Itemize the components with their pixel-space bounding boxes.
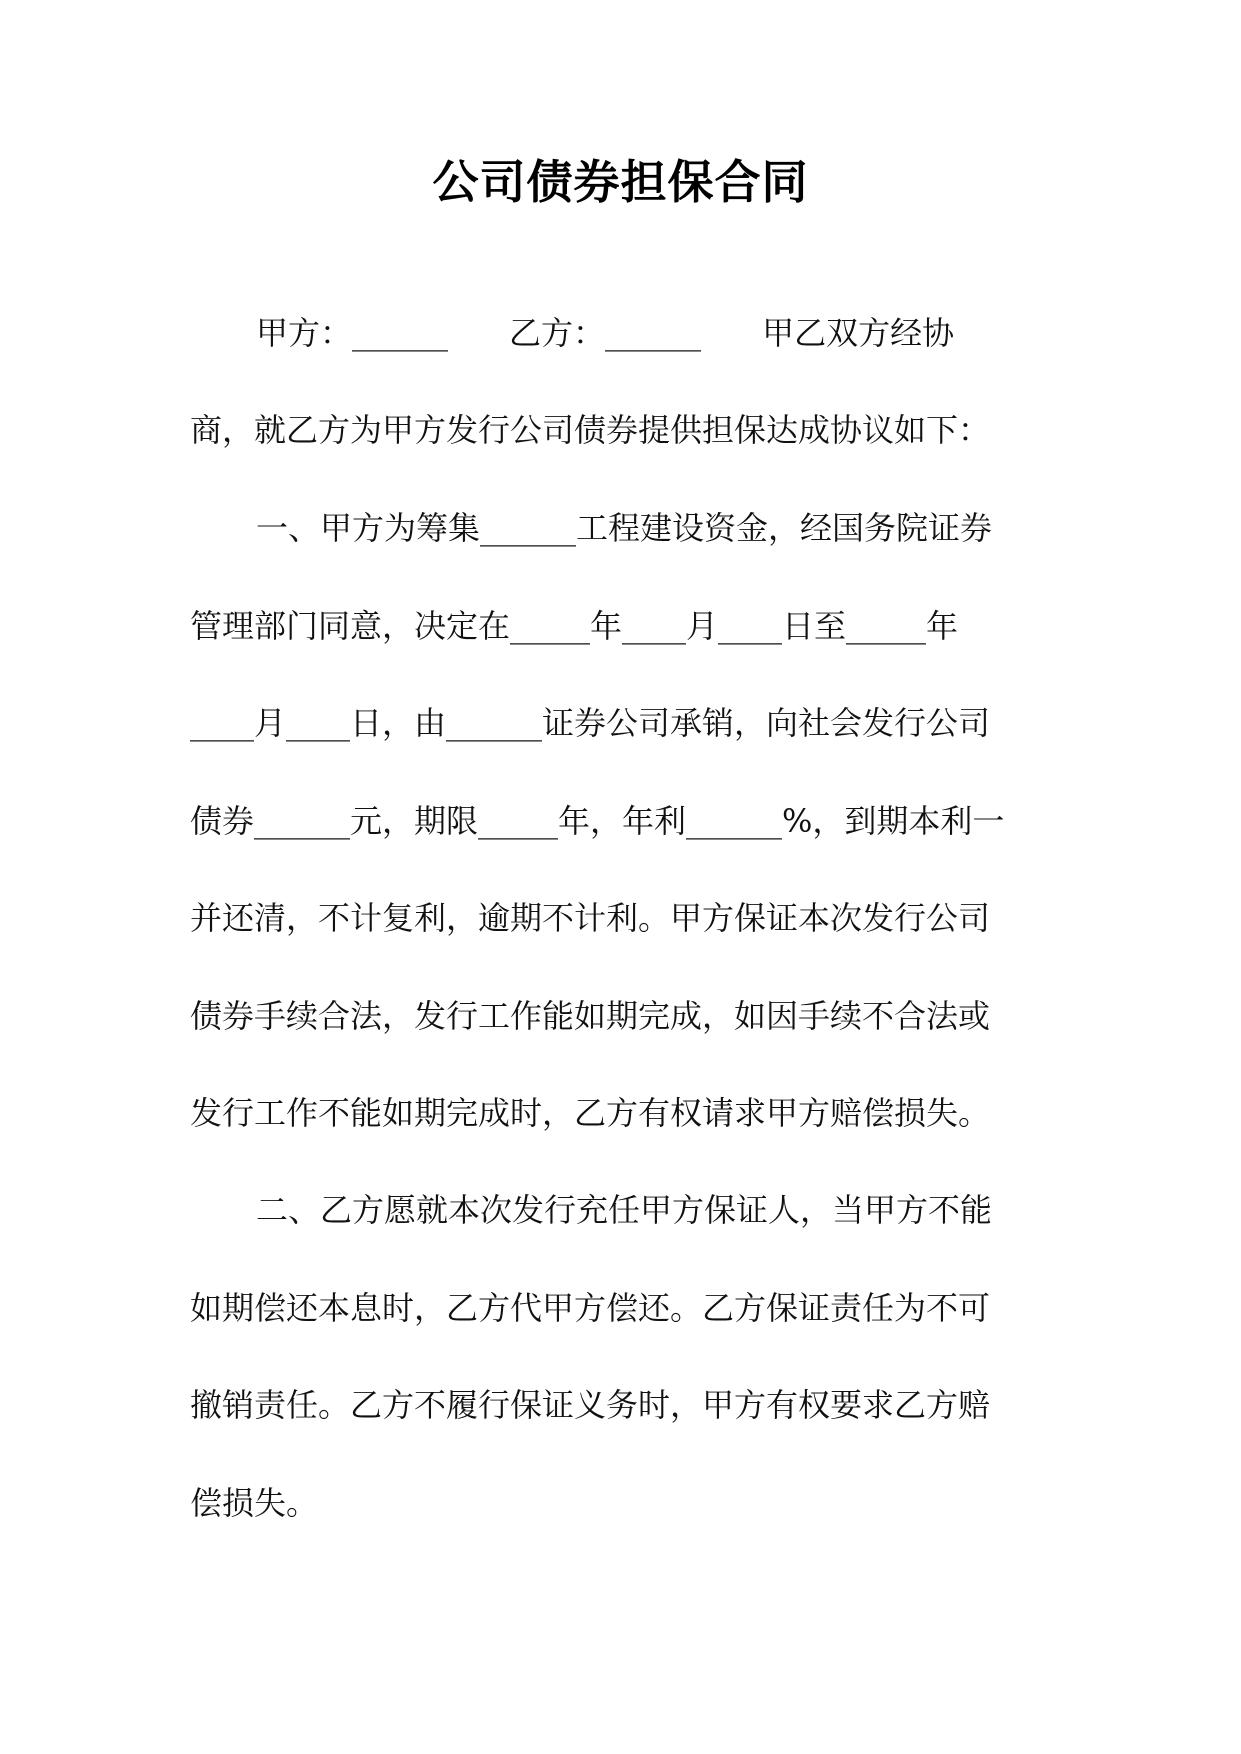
paragraph-line: 二、乙方愿就本次发行充任甲方保证人，当甲方不能: [256, 1191, 993, 1229]
paragraph-line: 商，就乙方为甲方发行公司债券提供担保达成协议如下：: [190, 411, 991, 449]
paragraph-line: 发行工作不能如期完成时，乙方有权请求甲方赔偿损失。: [190, 1094, 991, 1132]
paragraph-line: 撤销责任。乙方不履行保证义务时，甲方有权要求乙方赔: [190, 1386, 991, 1424]
document-title: 公司债券担保合同: [432, 155, 809, 209]
paragraph-line: 甲方：______ 乙方：______ 甲乙双方经协: [256, 314, 955, 352]
paragraph-line: 一、甲方为筹集______工程建设资金，经国务院证券: [256, 509, 993, 547]
paragraph-line: 并还清，不计复利，逾期不计利。甲方保证本次发行公司: [190, 899, 991, 937]
paragraph-line: 管理部门同意，决定在_____年____月____日至_____年: [190, 607, 959, 645]
paragraph-line: ____月____日，由______证券公司承销，向社会发行公司: [190, 704, 991, 742]
paragraph-line: 偿损失。: [190, 1484, 319, 1522]
paragraph-line: 债券______元，期限_____年，年利______%，到期本利一: [190, 802, 1005, 840]
paragraph-line: 债券手续合法，发行工作能如期完成，如因手续不合法或: [190, 997, 991, 1035]
paragraph-line: 如期偿还本息时，乙方代甲方偿还。乙方保证责任为不可: [190, 1289, 991, 1327]
